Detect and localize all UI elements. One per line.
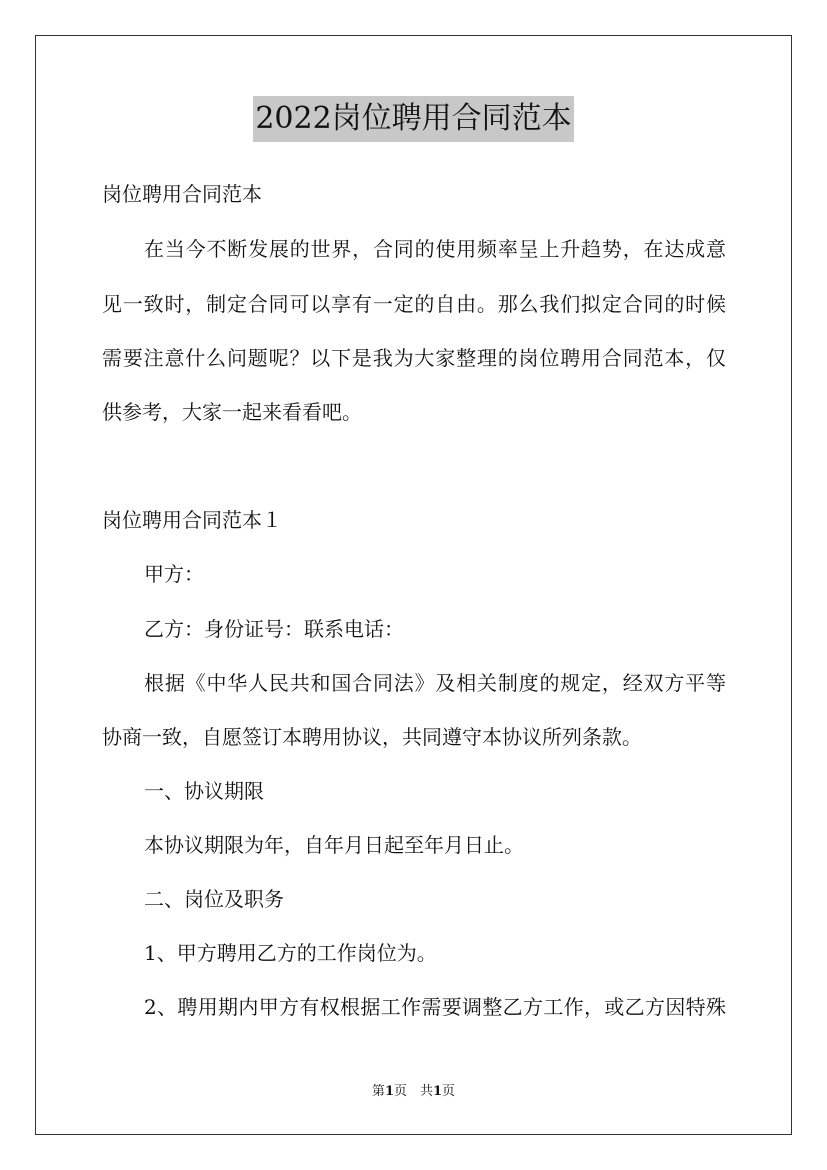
intro-line-2: 见一致时，制定合同可以享有一定的自由。那么我们拟定合同的时候 [102, 292, 726, 316]
footer-page-number: 1 [384, 1084, 394, 1099]
party-a-line: 甲方： [144, 562, 204, 586]
basis-line-1: 根据《中华人民共和国合同法》及相关制度的规定，经双方平等 [144, 671, 726, 695]
clause1-text: 本协议期限为年，自年月日起至年月日止。 [144, 833, 524, 857]
section-heading: 岗位聘用合同范本１ [102, 508, 282, 532]
document-subtitle: 岗位聘用合同范本 [102, 182, 262, 206]
clause2-item-2: 2、聘用期内甲方有权根据工作需要调整乙方工作，或乙方因特殊 [144, 995, 726, 1019]
intro-line-3: 需要注意什么问题呢？以下是我为大家整理的岗位聘用合同范本，仅 [102, 346, 726, 370]
clause2-item-1: 1、甲方聘用乙方的工作岗位为。 [144, 941, 437, 965]
footer-page-prefix: 第 [371, 1084, 385, 1099]
clause1-heading: 一、协议期限 [144, 779, 264, 803]
document-title: 2022岗位聘用合同范本 [253, 96, 573, 142]
footer-page-suffix: 页 [442, 1084, 456, 1099]
intro-line-1: 在当今不断发展的世界，合同的使用频率呈上升趋势，在达成意 [144, 237, 726, 261]
footer-page-total: 1 [433, 1084, 443, 1099]
clause2-heading: 二、岗位及职务 [144, 887, 284, 911]
basis-line-2: 协商一致，自愿签订本聘用协议，共同遵守本协议所列条款。 [102, 725, 642, 749]
page-footer [0, 1084, 827, 1100]
party-b-line: 乙方：身份证号：联系电话： [144, 617, 404, 641]
intro-line-4: 供参考，大家一起来看看吧。 [102, 400, 362, 424]
title-wrap [0, 96, 827, 142]
footer-page-mid: 页 共 [393, 1084, 433, 1099]
